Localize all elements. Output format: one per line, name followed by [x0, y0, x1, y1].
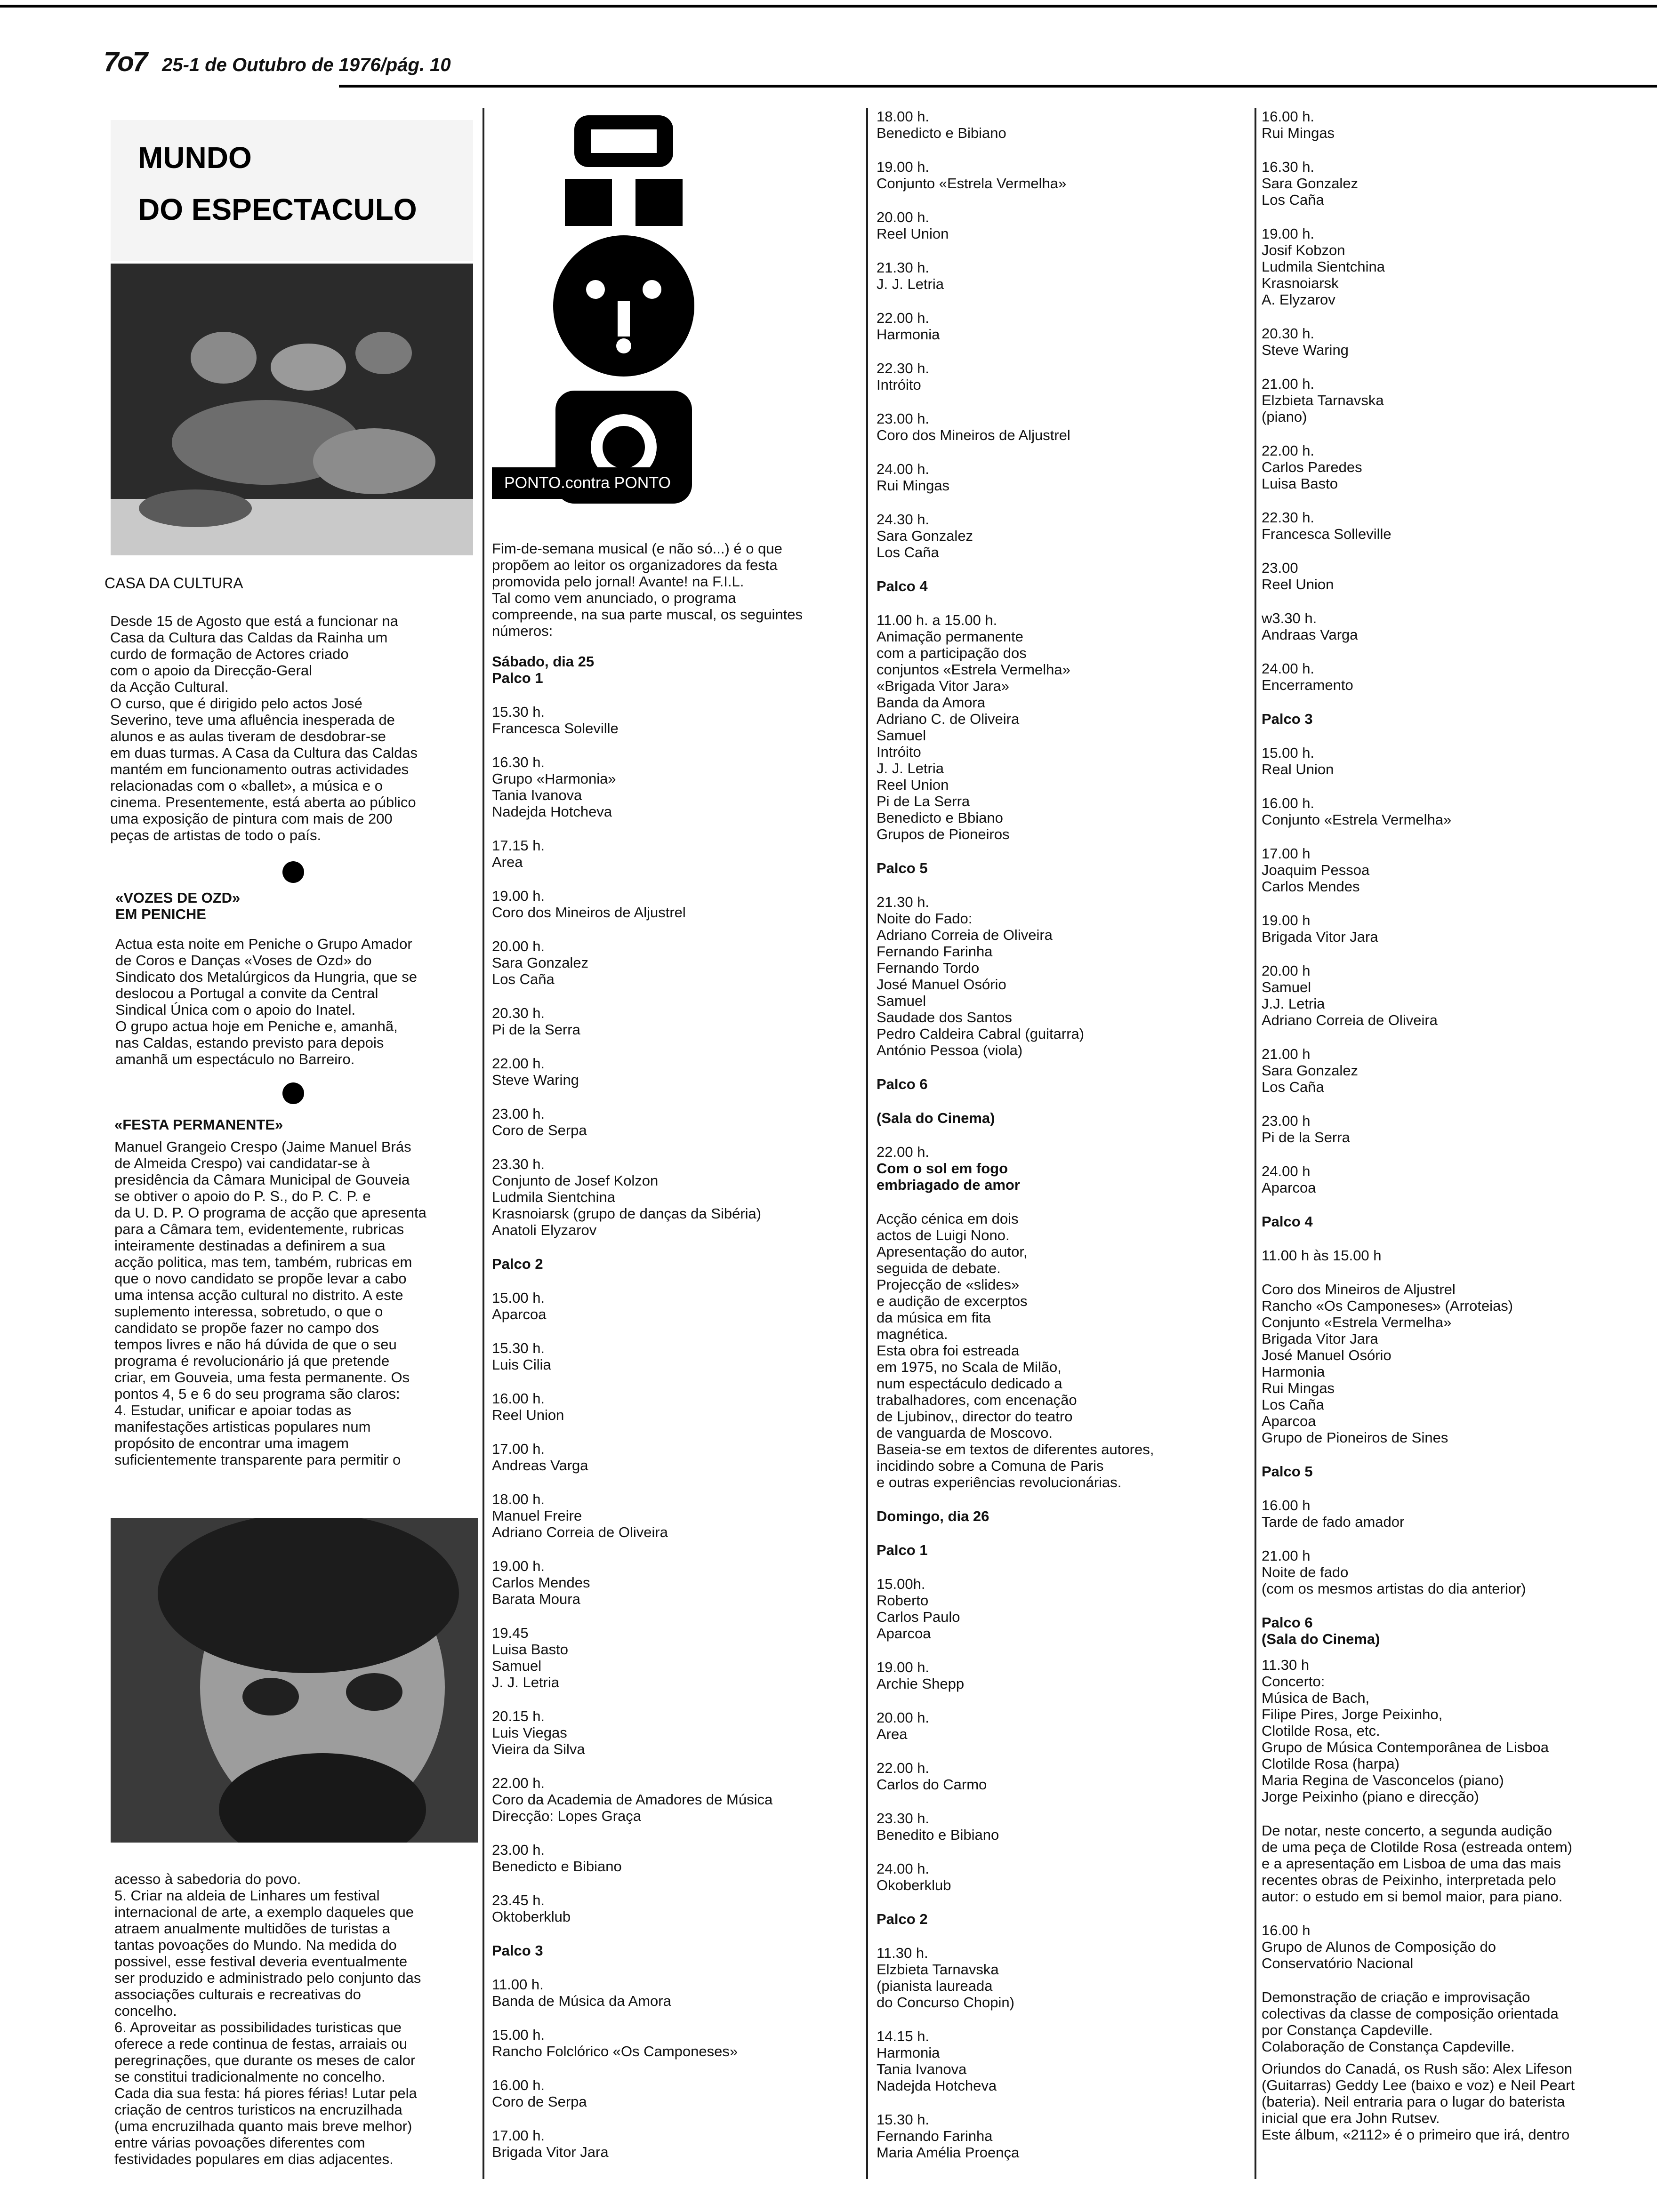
page-header: [104, 46, 451, 78]
schedule-entry: 19.00 h. Coro dos Mineiros de Aljustrel: [492, 888, 686, 921]
ponto-contra-ponto-caption: PONTO.contra PONTO: [492, 467, 683, 499]
schedule-entry: 20.00 h. Area: [877, 1709, 930, 1742]
schedule-entry: 20.00 h Samuel J.J. Letria Adriano Correia de Oliveira: [1262, 962, 1438, 1028]
top-rule: [0, 5, 1657, 8]
event-title: Com o sol em fogo embriagado de amor: [877, 1160, 1020, 1193]
schedule-entry: 16.00 h. Rui Mingas: [1262, 108, 1335, 141]
demonstration-note: Demonstração de criação e improvisação colectivas da classe de composição orientada por Constança Capdeville. Colaboração de Constança Capdeville.: [1262, 1989, 1559, 2055]
schedule-entry: 24.00 h. Okoberklub: [877, 1860, 951, 1893]
event-time: 11.00 h às 15.00 h: [1262, 1247, 1382, 1264]
article-body: Manuel Grangeio Crespo (Jaime Manuel Brás de Almeida Crespo) vai candidatar-se à presidência da Câmara Municipal de Gouveia se obtiver o apoio do P. S., do P. C. P. e da U. D. P. O programa de acção que apresenta para a Câmara tem, evidentemente, rubricas inteiramente destinadas a definirem a sua acção politica, mas tem, também, rubricas em que o novo candidato se propõe levar a cabo uma intensa acção cultural no distrito. A este suplemento interessa, sobretudo, o que o candidato se propõe fazer no campo dos tempos livres e não há dúvida de que o seu programa é revolucionário já que pretende criar, em Gouveia, uma festa permanente. Os pontos 4, 5 e 6 do seu programa são claros: 4. Estudar, unificar e apoiar todas as manifestações artisticas populares num propósito de encontrar uma imagem suficientemente transparente para permitir o: [114, 1138, 426, 1468]
schedule-entry: 19.00 h. Archie Shepp: [877, 1659, 965, 1692]
article-body: acesso à sabedoria do povo. 5. Criar na aldeia de Linhares um festival internacional de arte, a exemplo daqueles que atraem anualmente multidões de turistas a tantas povoações do Mundo. Na medida do possivel, esse festival deveria eventualmente ser produzido e administrado pelo conjunto das associações culturais e recreativas do concelho. 6. Aproveitar as possibilidades turisticas que oferece a rede continua de festas, arraiais ou peregrinações, que durante os meses de calor se constitui tradicionalmente no concelho. Cada dia sua festa: há piores férias! Lutar pela criação de centros turisticos na encruzilhada (uma encruzilhada quanto mais breve melhor) entre várias povoações diferentes com festividades populares em dias adjacentes.: [114, 1871, 421, 2167]
stage-heading: Palco 5: [877, 860, 928, 876]
stage-heading: Palco 6: [877, 1076, 928, 1092]
schedule-entry: 18.00 h. Benedicto e Bibiano: [877, 108, 1006, 141]
schedule-entry: 19.00 h. Josif Kobzon Ludmila Sientchina Krasnoiarsk A. Elyzarov: [1262, 225, 1385, 308]
section-banner: [111, 120, 473, 261]
day-heading: Sábado, dia 25 Palco 1: [492, 653, 595, 686]
schedule-entry: w3.30 h. Andraas Varga: [1262, 610, 1358, 643]
column-1: [105, 575, 481, 861]
schedule-entry: 22.00 h. Coro da Academia de Amadores de Música Direcção: Lopes Graça: [492, 1775, 773, 1824]
schedule-entry: 17.15 h. Area: [492, 837, 545, 870]
schedule-entry: 15.30 h. Luis Cilia: [492, 1340, 551, 1373]
schedule-entry: 24.00 h Aparcoa: [1262, 1163, 1316, 1196]
schedule-entry: 19.00 h. Carlos Mendes Barata Moura: [492, 1558, 590, 1607]
schedule-entry: 21.00 h. Elzbieta Tarnavska (piano): [1262, 376, 1384, 425]
schedule-entry: 23.00 Reel Union: [1262, 560, 1334, 593]
schedule-entry: 23.45 h. Oktoberklub: [492, 1892, 571, 1925]
schedule-entry: 23.00 h Pi de la Serra: [1262, 1113, 1350, 1146]
header-rule: [339, 85, 1657, 88]
schedule-entry: 16.00 h. Reel Union: [492, 1390, 564, 1423]
article-heading: «FESTA PERMANENTE»: [114, 1116, 283, 1133]
schedule-entry: 15.00 h. Real Union: [1262, 745, 1334, 777]
article-heading: «VOZES DE OZD» EM PENICHE: [115, 890, 241, 922]
stage-program: 11.30 h Concerto: Música de Bach, Filipe Pires, Jorge Peixinho, Clotilde Rosa, etc. Grupo de Música Contemporânea de Lisboa Clotilde Rosa (harpa) Maria Regina de Vasconcelos (piano) Jorge Peixinho (piano e direcção): [1262, 1657, 1549, 1805]
stage-heading: Palco 1: [877, 1542, 928, 1558]
portrait-photo: [111, 1518, 478, 1843]
intro-text: Fim-de-semana musical (e não só...) é o que propõem ao leitor os organizadores da festa promovida pelo jornal! Avante! na F.I.L. Tal como vem anunciado, o programa compreende, na sua parte muscal, os seguintes números:: [492, 540, 803, 639]
column-divider: [1255, 108, 1256, 2179]
schedule-entry: 22.00 h. Steve Waring: [492, 1055, 579, 1088]
section-title-line2: DO ESPECTACULO: [138, 192, 417, 226]
article-penichi: [115, 890, 487, 1085]
stage-subheading: (Sala do Cinema): [877, 1110, 995, 1126]
schedule-entry: 22.30 h. Francesca Solleville: [1262, 509, 1392, 542]
schedule-entry: 23.30 h. Conjunto de Josef Kolzon Ludmila Sientchina Krasnoiarsk (grupo de danças da Sibéria) Anatoli Elyzarov: [492, 1156, 762, 1238]
column-divider: [866, 108, 868, 2179]
schedule-entry: 11.00 h. Banda de Música da Amora: [492, 1976, 671, 2009]
schedule-entry: 22.00 h. Carlos Paredes Luisa Basto: [1262, 442, 1362, 492]
schedule-entry: 20.00 h. Sara Gonzalez Los Caña: [492, 938, 589, 987]
dateline: 25-1 de Outubro de 1976/pág. 10: [162, 55, 451, 75]
day-heading: Domingo, dia 26: [877, 1508, 989, 1524]
schedule-entry: 23.00 h. Coro dos Mineiros de Aljustrel: [877, 410, 1070, 443]
article-heading: CASA DA CULTURA: [105, 575, 243, 592]
schedule-entry: 22.30 h. Intróito: [877, 360, 930, 393]
schedule-entry: 19.00 h Brigada Vitor Jara: [1262, 912, 1378, 945]
schedule-entry: 24.00 h. Rui Mingas: [877, 461, 950, 494]
article-body: Desde 15 de Agosto que está a funcionar na Casa da Cultura das Caldas da Rainha um curdo de formação de Actores criado com o apoio da Direcção-Geral da Acção Cultural. O curso, que é dirigido pelo actos José Severino, teve uma afluência inesperada de alunos e as aulas tiveram de desdobrar-se em duas turmas. A Casa da Cultura das Caldas mantém em funcionamento outras actividades relacionadas com o «ballet», a música e o cinema. Presentemente, está aberta ao público uma exposição de pintura com mais de 200 peças de artistas de todo o país.: [110, 613, 418, 843]
schedule-entry: 17.00 h. Andreas Varga: [492, 1441, 588, 1474]
stage-program: 21.30 h. Noite do Fado: Adriano Correia de Oliveira Fernando Farinha Fernando Tordo José Manuel Osório Samuel Saudade dos Santos Pedro Caldeira Cabral (guitarra) António Pessoa (viola): [877, 894, 1085, 1058]
schedule-entry: 15.00 h. Rancho Folclórico «Os Camponeses»: [492, 2027, 738, 2060]
stage-heading: Palco 4: [877, 578, 928, 594]
schedule-entry: 17.00 h Joaquim Pessoa Carlos Mendes: [1262, 845, 1370, 895]
schedule-entry: 18.00 h. Manuel Freire Adriano Correia de Oliveira: [492, 1491, 668, 1540]
schedule-entry: 20.00 h. Reel Union: [877, 209, 949, 242]
stage-heading: Palco 2: [877, 1911, 928, 1927]
article-continued: [114, 1871, 486, 2185]
schedule-entry: 19.45 Luisa Basto Samuel J. J. Letria: [492, 1625, 568, 1691]
stage-heading: Palco 3: [1262, 711, 1313, 727]
event-time: 22.00 h.: [877, 1144, 930, 1160]
column-4: [1262, 108, 1648, 2160]
schedule-entry: 16.00 h. Coro de Serpa: [492, 2077, 587, 2110]
schedule-entry: 11.30 h. Elzbieta Tarnavska (pianista laureada do Concurso Chopin): [877, 1945, 1014, 2011]
schedule-entry: 15.30 h. Francesca Soleville: [492, 704, 619, 737]
schedule-entry: 21.30 h. J. J. Letria: [877, 259, 944, 292]
ponto-contra-ponto-logo: [513, 108, 734, 522]
schedule-entry: 24.00 h. Encerramento: [1262, 660, 1353, 693]
article-body: Actua esta noite em Peniche o Grupo Amador de Coros e Danças «Voses de Ozd» do Sindicato dos Metalúrgicos da Hungria, que se deslocou a Portugal a convite da Central Sindical Única com o apoio do Inatel. O grupo actua hoje em Peniche e, amanhã, nas Caldas, estando previsto para depois amanhã um espectáculo no Barreiro.: [115, 936, 418, 1067]
schedule-entry: 22.00 h. Harmonia: [877, 310, 940, 343]
bullet-separator: [282, 861, 304, 883]
schedule-entry: 15.30 h. Fernando Farinha Maria Amélia Proença: [877, 2111, 1020, 2161]
bullet-separator: [282, 1082, 304, 1104]
article-festa: [114, 1116, 486, 1485]
stage-heading: Palco 6 (Sala do Cinema): [1262, 1614, 1380, 1647]
schedule-entry: 16.30 h. Sara Gonzalez Los Caña: [1262, 159, 1359, 208]
stage-heading: Palco 2: [492, 1256, 543, 1272]
stage-program: 11.00 h. a 15.00 h. Animação permanente com a participação dos conjuntos «Estrela Vermelha» «Brigada Vitor Jara» Banda da Amora Adriano C. de Oliveira Samuel Intróito J. J. Letria Reel Union Pi de La Serra Benedicto e Bbiano Grupos de Pioneiros: [877, 612, 1070, 842]
theatre-group-photo: [111, 264, 473, 555]
newspaper-logo: 7o7: [104, 47, 146, 77]
schedule-entry: 16.00 h. Conjunto «Estrela Vermelha»: [1262, 795, 1452, 828]
schedule-entry: 16.30 h. Grupo «Harmonia» Tania Ivanova Nadejda Hotcheva: [492, 754, 616, 820]
schedule-entry: 15.00h. Roberto Carlos Paulo Aparcoa: [877, 1576, 960, 1642]
schedule-entry: 21.00 h Sara Gonzalez Los Caña: [1262, 1046, 1359, 1095]
column-3: [877, 108, 1248, 2178]
schedule-entry: 17.00 h. Brigada Vitor Jara: [492, 2127, 609, 2160]
event-description: Acção cénica em dois actos de Luigi Nono. Apresentação do autor, seguida de debate. Projecção de «slides» e audição de excerptos da música em fita magnética. Esta obra foi estreada em 1975, no Scala de Milão, num espectáculo dedicado a trabalhadores, com encenação de Ljubinov,, director do teatro de vanguarda de Moscovo. Baseia-se em textos de diferentes autores, incidindo sobre a Comuna de Paris e outras experiências revolucionárias.: [877, 1210, 1154, 1491]
schedule-entry: 22.00 h. Carlos do Carmo: [877, 1760, 987, 1793]
stage-heading: Palco 5: [1262, 1463, 1313, 1480]
concert-note: De notar, neste concerto, a segunda audição de uma peça de Clotilde Rosa (estreada ontem) e a apresentação em Lisboa de uma das mais recentes obras de Peixinho, interpretada pelo autor: o estudo em si bemol maior, para piano.: [1262, 1822, 1572, 1905]
schedule-entry: 24.30 h. Sara Gonzalez Los Caña: [877, 511, 973, 561]
schedule-entry: 14.15 h. Harmonia Tania Ivanova Nadejda Hotcheva: [877, 2028, 997, 2094]
schedule-entry: 23.30 h. Benedito e Bibiano: [877, 1810, 999, 1843]
stage-heading: Palco 3: [492, 1942, 543, 1959]
rush-note: Oriundos do Canadá, os Rush são: Alex Lifeson (Guitarras) Geddy Lee (baixo e voz) e Neil Peart (bateria). Neil entraria para o lugar do baterista inicial que era John Rutsev. Este álbum, «2112» é o primeiro que irá, dentro: [1262, 2060, 1575, 2143]
schedule-entry: 20.30 h. Steve Waring: [1262, 325, 1349, 358]
stage-heading: Palco 4: [1262, 1213, 1313, 1230]
schedule-entry: 21.00 h Noite de fado (com os mesmos artistas do dia anterior): [1262, 1547, 1526, 1597]
schedule-entry: 16.00 h Grupo de Alunos de Composição do Conservatório Nacional: [1262, 1922, 1496, 1972]
schedule-entry: 23.00 h. Benedicto e Bibiano: [492, 1842, 622, 1875]
schedule-entry: 15.00 h. Aparcoa: [492, 1290, 547, 1322]
schedule-entry: 20.15 h. Luis Viegas Vieira da Silva: [492, 1708, 585, 1757]
schedule-entry: 16.00 h Tarde de fado amador: [1262, 1497, 1405, 1530]
column-2: [492, 540, 864, 2178]
schedule-entry: 20.30 h. Pi de la Serra: [492, 1005, 580, 1038]
stage-program: Coro dos Mineiros de Aljustrel Rancho «Os Camponeses» (Arroteias) Conjunto «Estrela Vermelha» Brigada Vitor Jara José Manuel Osório Harmonia Rui Mingas Los Caña Aparcoa Grupo de Pioneiros de Sines: [1262, 1281, 1513, 1446]
schedule-entry: 23.00 h. Coro de Serpa: [492, 1106, 587, 1138]
schedule-entry: 19.00 h. Conjunto «Estrela Vermelha»: [877, 159, 1067, 192]
section-title-line1: MUNDO: [138, 141, 252, 175]
